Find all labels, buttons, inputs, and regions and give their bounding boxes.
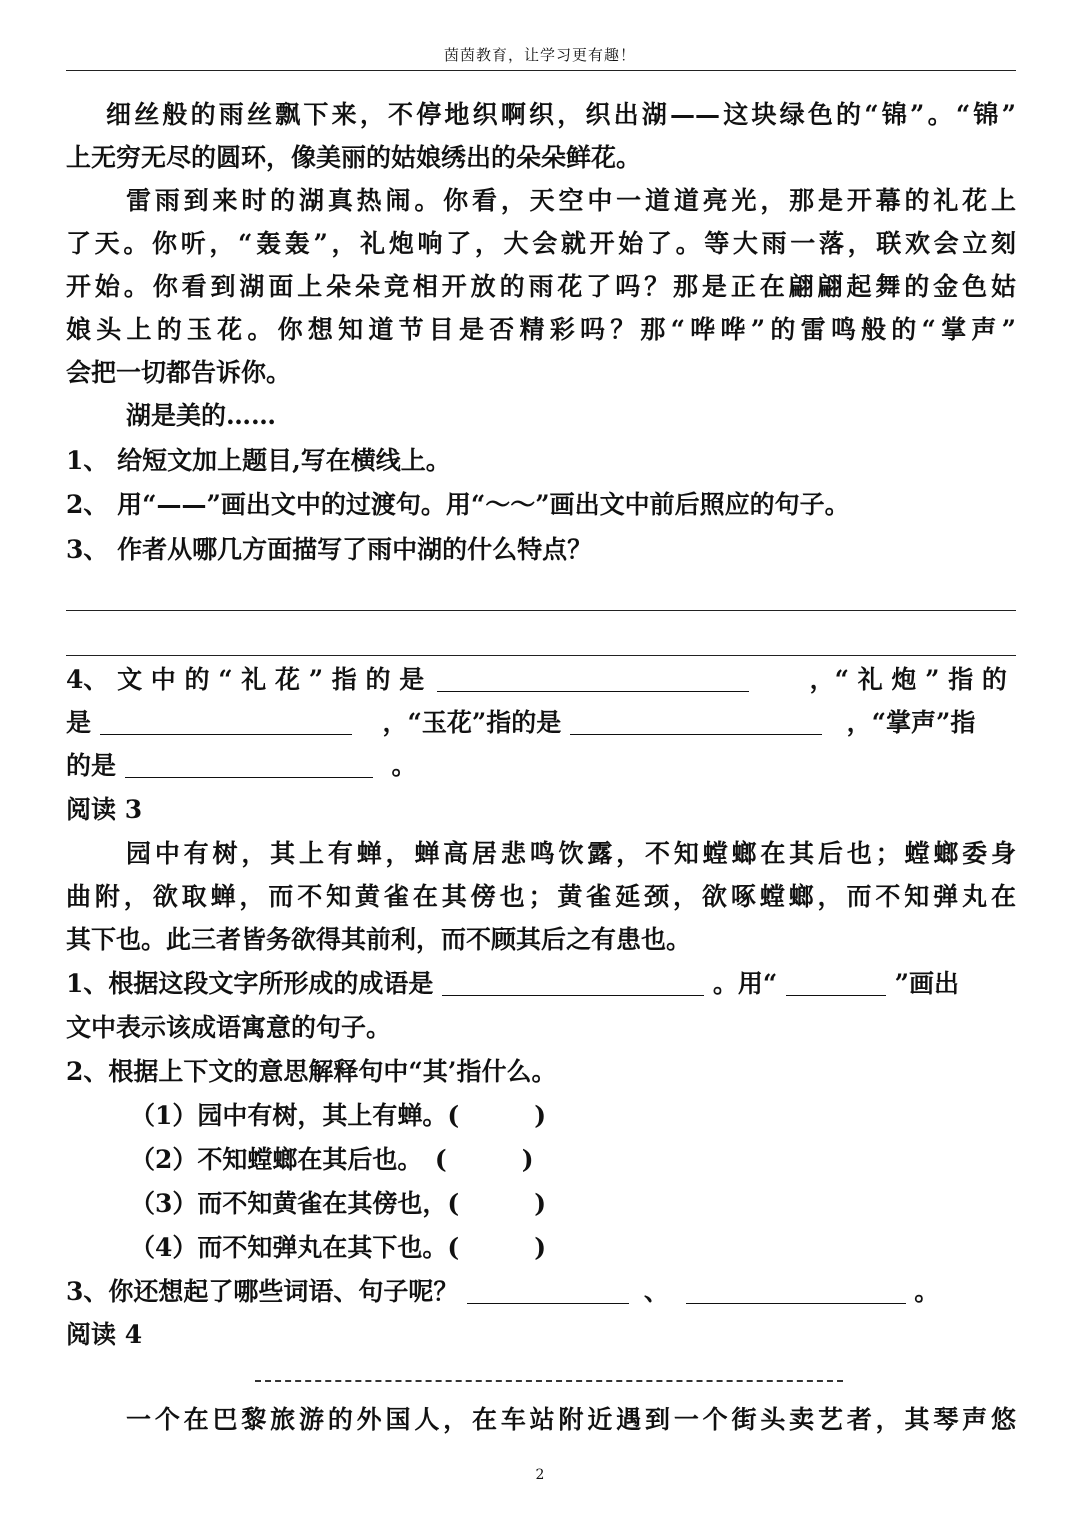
q-text: 。 (914, 1277, 940, 1306)
header-rule (66, 70, 1016, 71)
passage-line: 雷雨到来时的湖真热闹。你看，天空中一道道亮光，那是开幕的礼花上 (126, 186, 1016, 215)
passage-line: 会把一切都告诉你。 (66, 358, 292, 387)
question-4-line-1 (66, 665, 1016, 695)
answer-blank-lipao[interactable] (100, 712, 352, 735)
question-3: 3、 作者从哪几方面描写了雨中湖的什么特点？ (66, 535, 593, 564)
q4-text: 是 (66, 708, 92, 737)
q-text: 3、你还想起了哪些词语、句子呢？ (66, 1277, 459, 1306)
question-4-line-3 (66, 751, 1016, 781)
answer-blank-zhangsheng[interactable] (125, 755, 373, 778)
q-text: 1、根据这段文字所形成的成语是 (66, 969, 434, 998)
passage-line: 湖是美的…… (126, 401, 277, 430)
section-title-reading-3: 阅读 3 (66, 795, 143, 824)
q4-text: ，“掌声”指 (846, 708, 976, 737)
sub-item: （3）而不知黄雀在其傍也，( ) (130, 1189, 547, 1218)
passage-line: 了天。你听，“轰轰”，礼炮响了，大会就开始了。等大雨一落，联欢会立刻 (66, 229, 1016, 258)
q-text: 、 (643, 1277, 669, 1306)
reading-3-question-2: 2、根据上下文的意思解释句中“其’指什么。 (66, 1057, 557, 1086)
question-4-line-2 (66, 708, 1016, 738)
q4-text: 4、 文 中 的 “ 礼 花 ” 指 的 是 (66, 665, 425, 694)
sub-item: （4）而不知弹丸在其下也。( ) (130, 1233, 547, 1262)
passage-line: 其下也。此三者皆务欲得其前利，而不顾其后之有患也。 (66, 925, 692, 954)
q-text: ”画出 (894, 969, 960, 998)
title-blank-line[interactable] (255, 1380, 843, 1382)
passage-line: 开始。你看到湖面上朵朵竞相开放的雨花了吗？那是正在翩翩起舞的金色姑 (66, 272, 1016, 301)
passage-line: 园中有树，其上有蝉，蝉高居悲鸣饮露，不知螳螂在其后也；螳螂委身 (126, 839, 1016, 868)
q4-text: 。 (391, 751, 417, 780)
answer-blank-sentences[interactable] (686, 1281, 906, 1304)
section-title-reading-4: 阅读 4 (66, 1320, 143, 1349)
page-header: 茵茵教育，让学习更有趣！ (443, 46, 636, 64)
passage-line: 娘头上的玉花。你想知道节目是否精彩吗？那“哗哗”的雷鸣般的“掌声” (66, 315, 1016, 344)
passage-line: 一个在巴黎旅游的外国人，在车站附近遇到一个街头卖艺者，其琴声悠 (126, 1405, 1016, 1434)
q4-text: 的是 (66, 751, 117, 780)
sub-item: （1）园中有树，其上有蝉。( ) (130, 1101, 547, 1130)
sub-item: （2）不知螳螂在其后也。 ( ) (130, 1145, 534, 1174)
q4-text: ，“ 礼 炮 ” 指 的 (809, 665, 1007, 694)
passage-line: 细丝般的雨丝飘下来，不停地织啊织，织出湖——这块绿色的“锦”。“锦” (106, 100, 1016, 129)
answer-line[interactable] (66, 610, 1016, 611)
answer-blank-idiom[interactable] (442, 973, 704, 996)
q4-text: ，“玉花”指的是 (382, 708, 562, 737)
question-2: 2、 用“——”画出文中的过渡句。用“～～”画出文中前后照应的句子。 (66, 490, 850, 519)
answer-blank-lihua[interactable] (437, 669, 749, 692)
reading-3-question-1-cont: 文中表示该成语寓意的句子。 (66, 1013, 392, 1042)
q-text: 。用“ (712, 969, 778, 998)
answer-blank-yuhua[interactable] (570, 712, 822, 735)
page-number: 2 (535, 1467, 545, 1483)
question-1: 1、 给短文加上题目,写在横线上。 (66, 446, 451, 475)
answer-blank-words[interactable] (467, 1281, 629, 1304)
reading-3-question-1 (66, 969, 1016, 999)
passage-line: 曲附，欲取蝉，而不知黄雀在其傍也；黄雀延颈，欲啄螳螂，而不知弹丸在 (66, 882, 1016, 911)
answer-line[interactable] (66, 655, 1016, 656)
passage-line: 上无穷无尽的圆环，像美丽的姑娘绣出的朵朵鲜花。 (66, 143, 642, 172)
answer-blank-mark[interactable] (786, 973, 886, 996)
reading-3-question-3 (66, 1277, 1016, 1307)
